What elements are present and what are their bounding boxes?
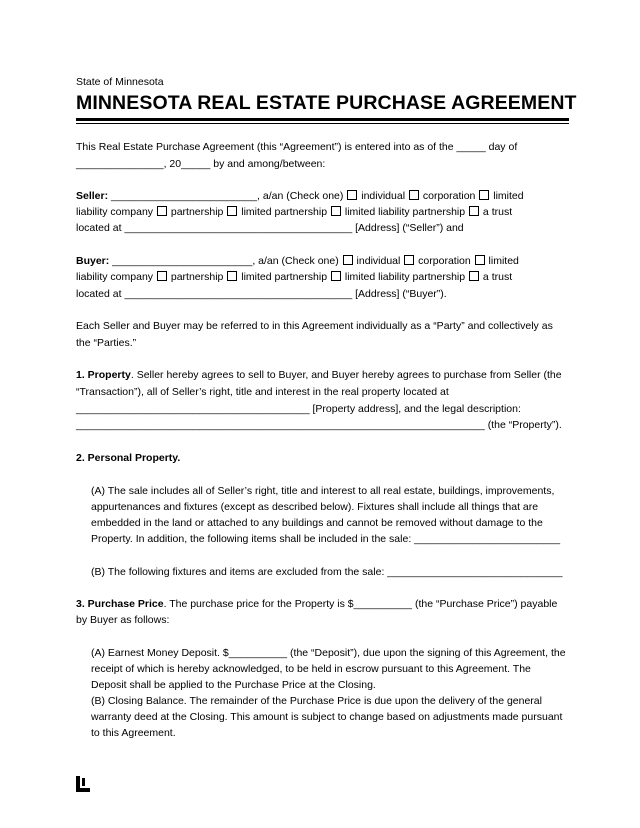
closing-balance-line-2: warranty deed at the Closing. This amount is subject to change based on adjustments made pursuant <box>91 711 563 723</box>
seller-partnership-checkbox[interactable] <box>157 206 167 216</box>
seller-corporation-checkbox[interactable] <box>409 190 419 200</box>
seller-corporation-label: corporation <box>419 190 479 202</box>
purchase-price-line-2: by Buyer as follows: <box>76 614 170 626</box>
buyer-llc-label: liability company <box>76 271 156 283</box>
buyer-trust-checkbox[interactable] <box>469 271 479 281</box>
buyer-corporation-checkbox[interactable] <box>404 255 414 265</box>
seller-lp-checkbox[interactable] <box>227 206 237 216</box>
buyer-lp-label: limited partnership <box>238 271 330 283</box>
deposit-line-1: (A) Earnest Money Deposit. $__________ (the “Deposit”), due upon the signing of this Agreement, the <box>91 647 566 659</box>
buyer-lp-checkbox[interactable] <box>227 271 237 281</box>
buyer-line-1 <box>76 255 519 268</box>
property-heading: 1. Property <box>76 369 131 381</box>
personal-property-b-line-1: (B) The following fixtures and items are excluded from the sale: ______________________________ <box>91 566 563 578</box>
purchase-price-line-1 <box>76 598 557 611</box>
seller-lp-label: limited partnership <box>238 206 330 218</box>
document-title: MINNESOTA REAL ESTATE PURCHASE AGREEMENT <box>76 92 577 114</box>
seller-llp-checkbox[interactable] <box>331 206 341 216</box>
deposit-line-2: receipt of which is hereby acknowledged, to be held in escrow pursuant to this Agreement. The <box>91 663 531 675</box>
buyer-limited-label: limited <box>485 255 519 267</box>
personal-property-a-line-2: appurtenances and fixtures (except as described below). Fixtures shall include all things that are <box>91 501 539 513</box>
buyer-trust-label: a trust <box>480 271 513 283</box>
seller-line-2 <box>76 206 512 219</box>
seller-trust-checkbox[interactable] <box>469 206 479 216</box>
seller-label: Seller: <box>76 190 109 202</box>
property-line-2: “Transaction”), all of Seller’s right, title and interest in the real property located at <box>76 386 449 398</box>
seller-llc-checkbox[interactable] <box>479 190 489 200</box>
intro-line-2: _______________, 20_____ by and among/between: <box>76 158 326 170</box>
buyer-llp-label: limited liability partnership <box>341 271 469 283</box>
buyer-llp-checkbox[interactable] <box>331 271 341 281</box>
closing-balance-line-1: (B) Closing Balance. The remainder of the Purchase Price is due upon the delivery of the general <box>91 695 542 707</box>
seller-trust-label: a trust <box>480 206 513 218</box>
seller-partnership-label: partnership <box>167 206 227 218</box>
parties-line-1: Each Seller and Buyer may be referred to in this Agreement individually as a “Party” and collectively as <box>76 320 553 332</box>
personal-property-heading: 2. Personal Property. <box>76 452 181 464</box>
buyer-llc-checkbox[interactable] <box>475 255 485 265</box>
personal-property-a-line-3: embedded in the land or attached to any buildings and cannot be removed without damage to the <box>91 517 543 529</box>
buyer-partnership-checkbox[interactable] <box>157 271 167 281</box>
closing-balance-line-3: to this Agreement. <box>91 727 176 739</box>
seller-individual-checkbox[interactable] <box>347 190 357 200</box>
buyer-label: Buyer: <box>76 255 110 267</box>
purchase-price-heading: 3. Purchase Price <box>76 598 164 610</box>
title-rule-thin <box>76 123 569 124</box>
personal-property-a-line-4: Property. In addition, the following items shall be included in the sale: _________________________ <box>91 533 561 545</box>
parties-line-2: the “Parties.” <box>76 337 137 349</box>
title-rule-thick <box>76 118 569 121</box>
state-label: State of Minnesota <box>76 76 164 88</box>
buyer-line-3: located at _______________________________________ [Address] (“Buyer”). <box>76 288 447 300</box>
buyer-individual-checkbox[interactable] <box>343 255 353 265</box>
seller-llp-label: limited liability partnership <box>341 206 469 218</box>
personal-property-a-line-1: (A) The sale includes all of Seller’s right, title and interest to all real estate, buildings, improvements, <box>91 485 555 497</box>
seller-llc-label: liability company <box>76 206 156 218</box>
buyer-name-blank: ________________________, a/an (Check one) <box>109 255 342 267</box>
buyer-line-2 <box>76 271 512 284</box>
property-line-1 <box>76 369 562 382</box>
property-line-3: ________________________________________ [Property address], and the legal description: <box>76 403 521 415</box>
buyer-individual-label: individual <box>353 255 404 267</box>
seller-limited-label: limited <box>490 190 524 202</box>
seller-individual-label: individual <box>358 190 408 202</box>
purchase-price-text: . The purchase price for the Property is $__________ (the “Purchase Price”) payable <box>163 598 558 610</box>
buyer-partnership-label: partnership <box>167 271 227 283</box>
seller-name-blank: _________________________, a/an (Check one) <box>108 190 347 202</box>
deposit-line-3: Deposit shall be applied to the Purchase Price at the Closing. <box>91 679 376 691</box>
buyer-corporation-label: corporation <box>415 255 474 267</box>
brand-logo-icon <box>76 776 90 792</box>
property-line-4: ______________________________________________________________________ (the “Property”). <box>76 419 562 431</box>
property-text: . Seller hereby agrees to sell to Buyer, and Buyer hereby agrees to purchase from Seller (the <box>130 369 562 381</box>
seller-line-1 <box>76 190 524 203</box>
intro-line-1: This Real Estate Purchase Agreement (this “Agreement”) is entered into as of the _____ day of <box>76 141 518 153</box>
seller-line-3: located at _______________________________________ [Address] (“Seller”) and <box>76 222 464 234</box>
